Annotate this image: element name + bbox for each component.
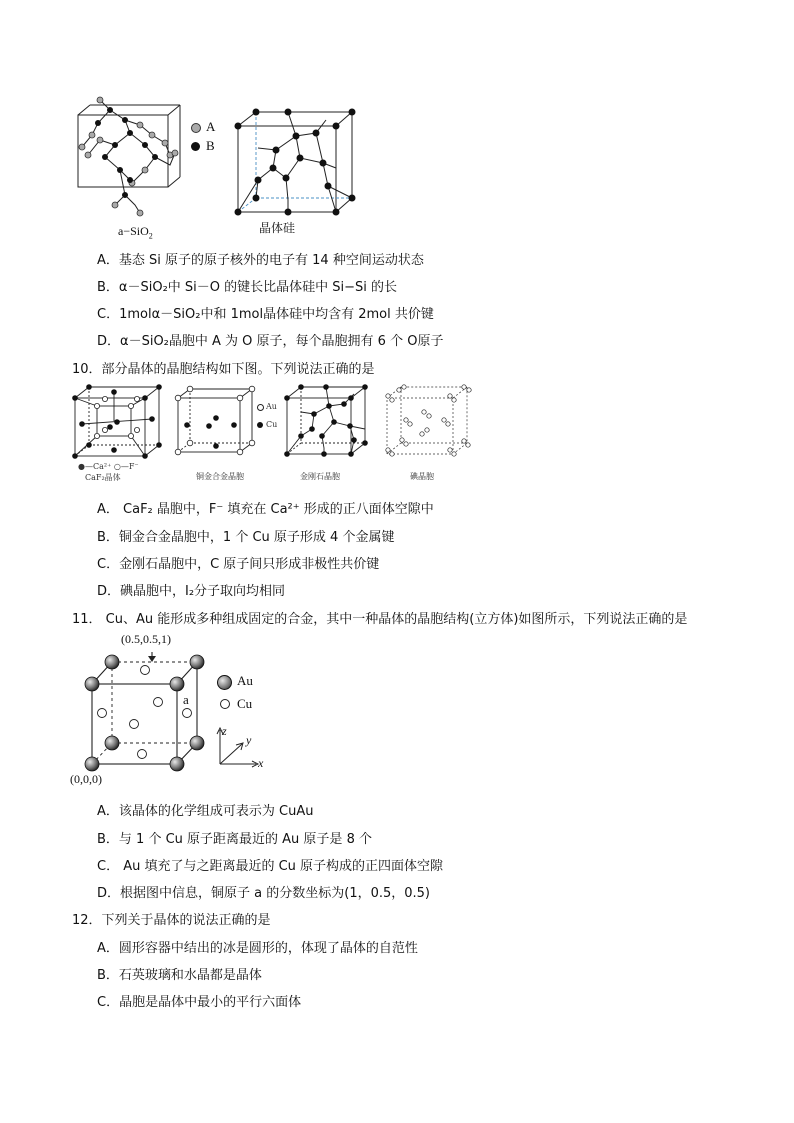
q11-label-a: a <box>183 692 189 707</box>
cu-au-legend-cu-marker <box>257 422 263 428</box>
q10-option-c: C．金刚石晶胞中，C 原子间只形成非极性共价键 <box>97 557 380 572</box>
q11-option-d: D．根据图中信息，铜原子 a 的分数坐标为(1，0.5，0.5) <box>97 886 431 901</box>
q12-option-c: C．晶胞是晶体中最小的平行六面体 <box>97 995 302 1010</box>
q10-stem: 10．部分晶体的晶胞结构如下图。下列说法正确的是 <box>72 362 375 377</box>
legend-b-label: B <box>206 138 215 153</box>
q11-axis-y: y <box>246 733 252 747</box>
q10-option-b: B．铜金合金晶胞中，1 个 Cu 原子形成 4 个金属键 <box>97 530 395 545</box>
legend-a-marker <box>191 123 201 133</box>
q11-legend-cu-marker <box>220 699 230 709</box>
caf2-legend: ●—Ca²⁺ ○—F⁻ <box>78 462 139 471</box>
q11-axis-x: x <box>258 756 264 770</box>
cu-au-alloy-cell-figure <box>175 386 255 456</box>
q11-axis-z: z <box>222 724 227 738</box>
legend-b-marker <box>191 142 200 151</box>
cu-au-legend-cu-label: Cu <box>266 420 278 429</box>
cu-au-legend-au-label: Au <box>266 402 277 411</box>
q11-legend-au-label: Au <box>237 673 253 688</box>
q9-option-b: B．α－SiO₂中 Si－O 的键长比晶体硅中 Si−Si 的长 <box>97 280 398 295</box>
q11-coord-origin: (0,0,0) <box>70 772 102 786</box>
q11-option-c: C． Au 填充了与之距离最近的 Cu 原子构成的正四面体空隙 <box>97 859 444 874</box>
caf2-cell-figure <box>72 384 162 460</box>
silicon-crystal-figure <box>228 108 358 216</box>
q9-option-d: D．α－SiO₂晶胞中 A 为 O 原子，每个晶胞拥有 6 个 O原子 <box>97 334 444 349</box>
diamond-caption: 金刚石晶胞 <box>300 472 340 481</box>
legend-a-label: A <box>206 119 216 134</box>
q12-stem: 12．下列关于晶体的说法正确的是 <box>72 913 271 928</box>
q12-option-a: A．圆形容器中结出的冰是圆形的，体现了晶体的自范性 <box>97 941 418 956</box>
iodine-caption: 碘晶胞 <box>410 472 434 481</box>
q11-axes-figure <box>212 722 264 770</box>
q10-option-d: D．碘晶胞中，I₂分子取向均相同 <box>97 584 286 599</box>
q12-option-b: B．石英玻璃和水晶都是晶体 <box>97 968 262 983</box>
q11-option-b: B．与 1 个 Cu 原子距离最近的 Au 原子是 8 个 <box>97 832 372 847</box>
q11-stem: 11． Cu、Au 能形成多种组成固定的合金，其中一种晶体的晶胞结构(立方体)如图所示，下列说法正确的是 <box>72 612 688 627</box>
q11-coord-top: (0.5,0.5,1) <box>121 632 171 646</box>
diamond-cell-figure <box>284 384 368 456</box>
sio2-structure-figure <box>70 95 200 220</box>
cu-au-legend-au-marker <box>257 404 264 411</box>
q10-option-a: A． CaF₂ 晶胞中，F⁻ 填充在 Ca²⁺ 形成的正八面体空隙中 <box>97 502 434 517</box>
q11-cell-figure <box>80 648 210 773</box>
q11-legend-au-marker <box>217 675 232 690</box>
q9-option-c: C．1molα－SiO₂中和 1mol晶体硅中均含有 2mol 共价键 <box>97 307 434 322</box>
sio2-caption: a−SiO$_2$ <box>118 224 153 241</box>
cu-au-caption: 铜金合金晶胞 <box>196 472 244 481</box>
silicon-caption: 晶体硅 <box>259 221 296 235</box>
q11-legend-cu-label: Cu <box>237 696 253 711</box>
caf2-caption: CaF₂晶体 <box>85 473 121 482</box>
iodine-cell-figure <box>384 384 470 456</box>
q9-option-a: A．基态 Si 原子的原子核外的电子有 14 种空间运动状态 <box>97 253 424 268</box>
q11-option-a: A．该晶体的化学组成可表示为 CuAu <box>97 804 314 819</box>
